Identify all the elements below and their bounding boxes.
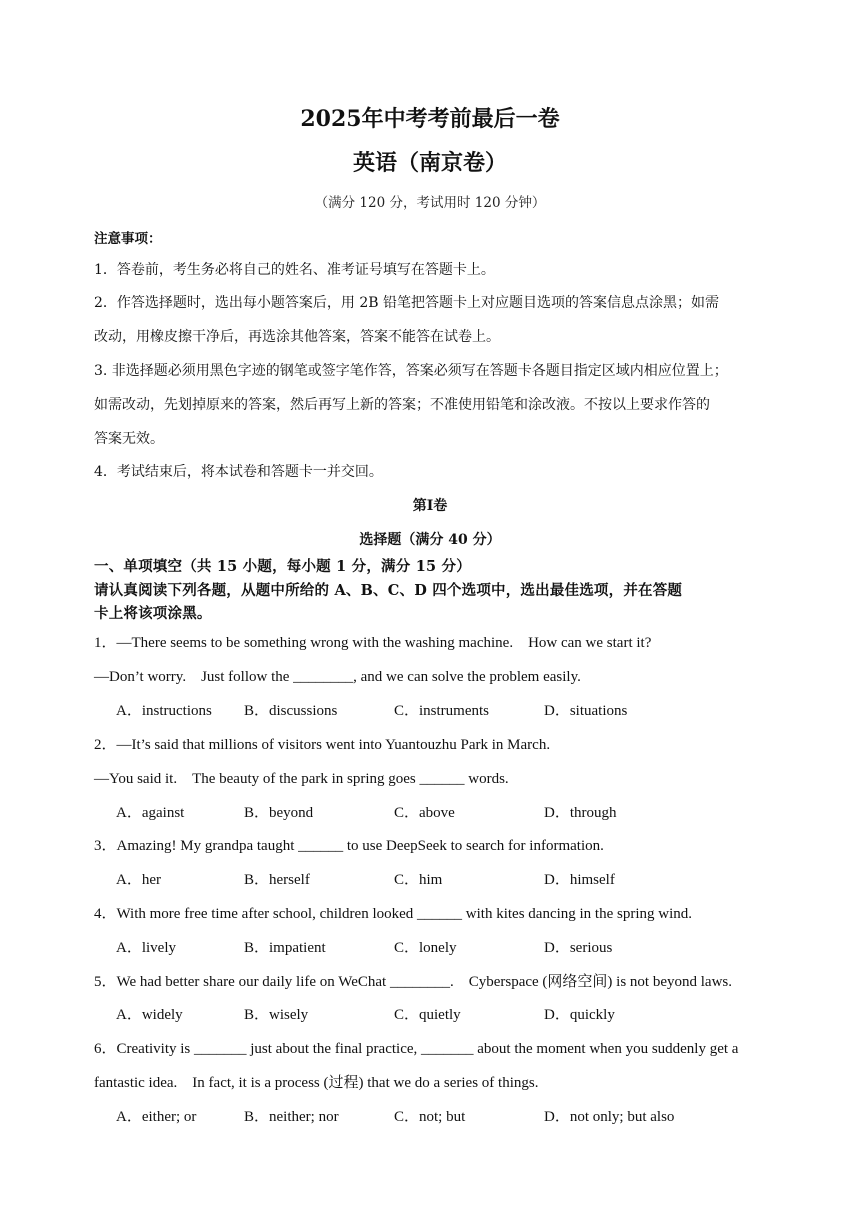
- option-b: B．discussions: [244, 703, 338, 719]
- note-line: 1．答卷前，考生务必将自己的姓名、准考证号填写在答题卡上。: [94, 262, 495, 278]
- note-line: 3. 非选择题必须用黑色字迹的钢笔或签字笔作答，答案必须写在答题卡各题目指定区域内相应位置上；: [94, 363, 728, 379]
- option-a: A．either; or: [116, 1109, 197, 1125]
- note-line: 4．考试结束后，将本试卷和答题卡一并交回。: [94, 464, 383, 480]
- question-line: 4．With more free time after school, children looked ______ with kites dancing in the spring wind.: [94, 906, 693, 922]
- option-c: C．him: [394, 872, 443, 888]
- exam-subtitle: 英语（南京卷）: [352, 150, 507, 176]
- notes-heading: 注意事项：: [94, 231, 162, 247]
- option-a: A．against: [116, 805, 185, 821]
- note-line: 改动，用橡皮擦干净后，再选涂其他答案，答案不能答在试卷上。: [94, 329, 500, 345]
- option-c: C．not; but: [394, 1109, 466, 1125]
- question-line: 6．Creativity is _______ just about the final practice, _______ about the moment when you suddenly get a: [94, 1041, 739, 1057]
- question-line: 1．—There seems to be something wrong with the washing machine. How can we start it?: [94, 635, 652, 651]
- option-c: C．instruments: [394, 703, 490, 719]
- option-b: B．impatient: [244, 940, 326, 956]
- note-line: 如需改动，先划掉原来的答案，然后再写上新的答案；不准使用铅笔和涂改液。不按以上要求作答的: [94, 397, 710, 413]
- score-time: （满分 120 分，考试用时 120 分钟）: [314, 195, 546, 211]
- question-line: 5．We had better share our daily life on WeChat ________. Cyberspace (网络空间) is not beyond laws.: [94, 974, 732, 990]
- question-line: —You said it. The beauty of the park in spring goes ______ words.: [94, 771, 509, 787]
- option-d: D．quickly: [544, 1007, 615, 1023]
- section-instruction: 请认真阅读下列各题，从题中所给的 A、B、C、D 四个选项中，选出最佳选项，并在答题: [94, 582, 683, 599]
- note-line: 2．作答选择题时，选出每小题答案后，用 2B 铅笔把答题卡上对应题目选项的答案信息点涂黑；如需: [94, 295, 720, 311]
- option-b: B．wisely: [244, 1007, 309, 1023]
- option-d: D．not only; but also: [544, 1109, 675, 1125]
- question-line: 2．—It’s said that millions of visitors went into Yuantouzhu Park in March.: [94, 737, 551, 753]
- question-line: 3．Amazing! My grandpa taught ______ to use DeepSeek to search for information.: [94, 838, 604, 854]
- question-line: —Don’t worry. Just follow the ________, and we can solve the problem easily.: [94, 669, 581, 685]
- question-line: fantastic idea. In fact, it is a process (过程) that we do a series of things.: [94, 1075, 539, 1091]
- option-a: A．her: [116, 872, 161, 888]
- note-line: 答案无效。: [94, 431, 164, 447]
- section-heading: 一、单项填空（共 15 小题，每小题 1 分，满分 15 分）: [94, 558, 471, 575]
- option-d: D．situations: [544, 703, 628, 719]
- option-b: B．herself: [244, 872, 310, 888]
- option-a: A．lively: [116, 940, 176, 956]
- part-heading: 选择题（满分 40 分）: [359, 532, 501, 548]
- exam-title: 2025年中考考前最后一卷: [300, 106, 560, 132]
- section-instruction: 卡上将该项涂黑。: [94, 605, 212, 622]
- option-d: D．through: [544, 805, 617, 821]
- option-d: D．serious: [544, 940, 613, 956]
- volume-heading: 第Ⅰ卷: [412, 498, 448, 514]
- option-b: B．neither; nor: [244, 1109, 339, 1125]
- option-b: B．beyond: [244, 805, 314, 821]
- option-c: C．quietly: [394, 1007, 461, 1023]
- option-c: C．above: [394, 805, 455, 821]
- option-c: C．lonely: [394, 940, 457, 956]
- option-d: D．himself: [544, 872, 615, 888]
- option-a: A．widely: [116, 1007, 183, 1023]
- option-a: A．instructions: [116, 703, 212, 719]
